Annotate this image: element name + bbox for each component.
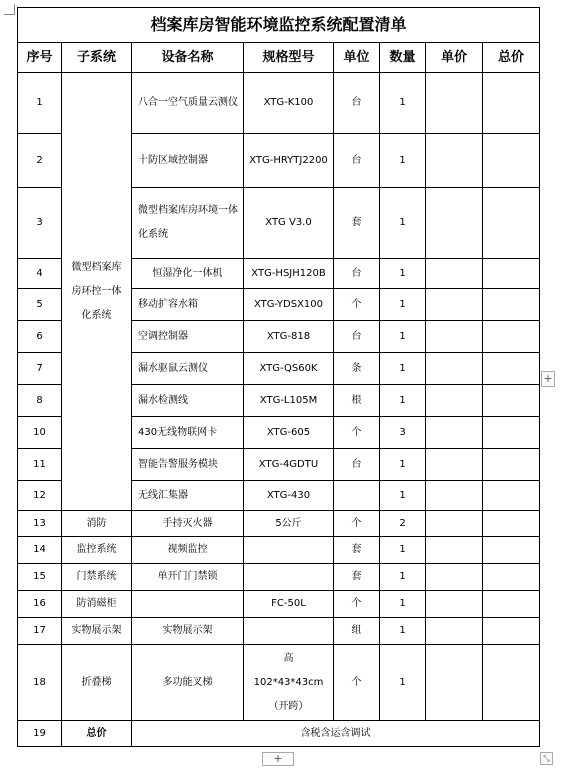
- cell-unit-price[interactable]: [426, 537, 483, 564]
- header-subsystem: 子系统: [62, 43, 132, 73]
- cell-unit: 台: [334, 449, 380, 481]
- cell-unit: 台: [334, 259, 380, 289]
- cell-model: [244, 645, 334, 721]
- cell-unit-price[interactable]: [426, 134, 483, 188]
- header-no: 序号: [18, 43, 62, 73]
- cell-qty: 1: [380, 73, 426, 134]
- cell-unit-price[interactable]: [426, 511, 483, 537]
- cell-unit-price[interactable]: [426, 385, 483, 417]
- model-line: （开跨）: [268, 700, 309, 712]
- cell-total-price[interactable]: [483, 645, 540, 721]
- cell-unit-price[interactable]: [426, 564, 483, 591]
- cell-unit-price[interactable]: [426, 289, 483, 321]
- cell-no: 11: [18, 449, 62, 481]
- cell-total-price[interactable]: [483, 188, 540, 259]
- cell-device: 移动扩容水箱: [132, 289, 244, 321]
- cell-total-price[interactable]: [483, 417, 540, 449]
- cell-total-price[interactable]: [483, 564, 540, 591]
- cell-no: 2: [18, 134, 62, 188]
- cell-unit-price[interactable]: [426, 645, 483, 721]
- cell-unit-price[interactable]: [426, 73, 483, 134]
- cell-qty: 1: [380, 321, 426, 353]
- cell-model: XTG-605: [244, 417, 334, 449]
- cell-unit: 个: [334, 417, 380, 449]
- cell-total-price[interactable]: [483, 134, 540, 188]
- cell-device: 无线汇集器: [132, 481, 244, 511]
- cell-model: [244, 618, 334, 645]
- cell-unit-price[interactable]: [426, 417, 483, 449]
- cell-no: 8: [18, 385, 62, 417]
- header-device: 设备名称: [132, 43, 244, 73]
- cell-subsystem: 防消磁柜: [62, 591, 132, 618]
- table-row: [18, 564, 540, 591]
- cell-model: XTG-HRYTJ2200: [244, 134, 334, 188]
- cell-model: XTG-QS60K: [244, 353, 334, 385]
- header-unit: 单位: [334, 43, 380, 73]
- cell-model: 5公斤: [244, 511, 334, 537]
- cell-no: 18: [18, 645, 62, 721]
- cell-total-price[interactable]: [483, 385, 540, 417]
- cell-no: 5: [18, 289, 62, 321]
- cell-device: 单开门门禁锁: [132, 564, 244, 591]
- cell-unit: 条: [334, 353, 380, 385]
- cell-no: 17: [18, 618, 62, 645]
- cell-total-price[interactable]: [483, 618, 540, 645]
- add-column-button[interactable]: +: [541, 371, 555, 387]
- table-row: [18, 511, 540, 537]
- cell-model: XTG-HSJH120B: [244, 259, 334, 289]
- model-line: 高: [283, 652, 294, 664]
- table-row: [18, 537, 540, 564]
- cell-unit: 根: [334, 385, 380, 417]
- cell-unit-price[interactable]: [426, 591, 483, 618]
- cell-unit-price[interactable]: [426, 353, 483, 385]
- cell-device: 空调控制器: [132, 321, 244, 353]
- cell-device: 漏水驱鼠云测仪: [132, 353, 244, 385]
- header-total-price: 总价: [483, 43, 540, 73]
- cell-no: 6: [18, 321, 62, 353]
- cell-unit-price[interactable]: [426, 449, 483, 481]
- cell-subsystem: 门禁系统: [62, 564, 132, 591]
- cell-device: 视频监控: [132, 537, 244, 564]
- cell-unit-price[interactable]: [426, 188, 483, 259]
- cell-unit: 组: [334, 618, 380, 645]
- cell-subsystem: 监控系统: [62, 537, 132, 564]
- cell-qty: 1: [380, 618, 426, 645]
- cell-device: 智能告警服务模块: [132, 449, 244, 481]
- cell-total-price[interactable]: [483, 591, 540, 618]
- cell-unit: 个: [334, 511, 380, 537]
- cell-unit: 套: [334, 188, 380, 259]
- cell-qty: 1: [380, 449, 426, 481]
- cell-total-price[interactable]: [483, 481, 540, 511]
- cell-model: XTG-818: [244, 321, 334, 353]
- cell-model: XTG-YDSX100: [244, 289, 334, 321]
- cell-device: 恒湿净化一体机: [132, 259, 244, 289]
- cell-device: 多功能叉梯: [132, 645, 244, 721]
- cell-unit: 台: [334, 134, 380, 188]
- cell-subsystem: 实物展示架: [62, 618, 132, 645]
- model-line: 102*43*43cm: [253, 676, 324, 688]
- cell-device: 手持灭火器: [132, 511, 244, 537]
- cell-qty: 1: [380, 188, 426, 259]
- cell-no: 7: [18, 353, 62, 385]
- cell-total-price[interactable]: [483, 289, 540, 321]
- cell-model: XTG-430: [244, 481, 334, 511]
- cell-no: 1: [18, 73, 62, 134]
- cell-model: XTG-K100: [244, 73, 334, 134]
- cell-qty: 1: [380, 537, 426, 564]
- cell-device: 430无线物联网卡: [132, 417, 244, 449]
- cell-device: 实物展示架: [132, 618, 244, 645]
- cell-model: [244, 564, 334, 591]
- cell-unit: 套: [334, 564, 380, 591]
- header-qty: 数量: [380, 43, 426, 73]
- header-model: 规格型号: [244, 43, 334, 73]
- cell-subsystem-group: 微型档案库房环控一体化系统: [62, 73, 132, 511]
- cell-unit-price[interactable]: [426, 321, 483, 353]
- cell-total-price[interactable]: [483, 449, 540, 481]
- cell-no: 15: [18, 564, 62, 591]
- table-row: [18, 73, 540, 134]
- cell-device: 微型档案库房环境一体化系统: [132, 188, 244, 259]
- cell-model: [244, 537, 334, 564]
- cell-no: 10: [18, 417, 62, 449]
- table-row: [18, 618, 540, 645]
- cell-qty: 1: [380, 591, 426, 618]
- cell-unit: 个: [334, 645, 380, 721]
- cell-total-price[interactable]: [483, 73, 540, 134]
- cell-no: 4: [18, 259, 62, 289]
- cell-unit: 个: [334, 591, 380, 618]
- add-row-button[interactable]: +: [262, 752, 294, 766]
- config-table: [17, 7, 540, 747]
- cell-no: 16: [18, 591, 62, 618]
- cell-unit: 台: [334, 73, 380, 134]
- table-move-handle[interactable]: [4, 4, 15, 15]
- header-unit-price: 单价: [426, 43, 483, 73]
- cell-unit: [334, 481, 380, 511]
- cell-qty: 2: [380, 511, 426, 537]
- cell-unit: 套: [334, 537, 380, 564]
- page-title: 档案库房智能环境监控系统配置清单: [18, 8, 540, 43]
- cell-qty: 1: [380, 289, 426, 321]
- cell-total-price[interactable]: [483, 353, 540, 385]
- total-row: [18, 721, 540, 747]
- cell-unit-price[interactable]: [426, 259, 483, 289]
- cell-total-price[interactable]: [483, 537, 540, 564]
- cell-total-price[interactable]: [483, 321, 540, 353]
- cell-no: 12: [18, 481, 62, 511]
- cell-qty: 3: [380, 417, 426, 449]
- cell-no: 13: [18, 511, 62, 537]
- cell-no: 3: [18, 188, 62, 259]
- cell-model: XTG-L105M: [244, 385, 334, 417]
- cell-device: [132, 591, 244, 618]
- table-resize-handle[interactable]: ⤡: [540, 752, 553, 765]
- cell-unit: 个: [334, 289, 380, 321]
- cell-unit-price[interactable]: [426, 618, 483, 645]
- cell-qty: 1: [380, 564, 426, 591]
- cell-qty: 1: [380, 645, 426, 721]
- cell-device: 漏水检测线: [132, 385, 244, 417]
- cell-qty: 1: [380, 353, 426, 385]
- cell-qty: 1: [380, 385, 426, 417]
- total-note: 含税含运含调试: [132, 721, 540, 747]
- cell-subsystem: 消防: [62, 511, 132, 537]
- cell-unit-price[interactable]: [426, 481, 483, 511]
- table-row: [18, 591, 540, 618]
- cell-model: XTG V3.0: [244, 188, 334, 259]
- cell-subsystem: 折叠梯: [62, 645, 132, 721]
- total-label: 总价: [62, 721, 132, 747]
- cell-qty: 1: [380, 259, 426, 289]
- cell-total-price[interactable]: [483, 511, 540, 537]
- cell-qty: 1: [380, 134, 426, 188]
- table-row: [18, 645, 540, 721]
- cell-no: 14: [18, 537, 62, 564]
- cell-model: XTG-4GDTU: [244, 449, 334, 481]
- cell-no: 19: [18, 721, 62, 747]
- cell-total-price[interactable]: [483, 259, 540, 289]
- cell-device: 八合一空气质量云测仪: [132, 73, 244, 134]
- cell-device: 十防区域控制器: [132, 134, 244, 188]
- cell-qty: 1: [380, 481, 426, 511]
- cell-model: FC-50L: [244, 591, 334, 618]
- cell-unit: 台: [334, 321, 380, 353]
